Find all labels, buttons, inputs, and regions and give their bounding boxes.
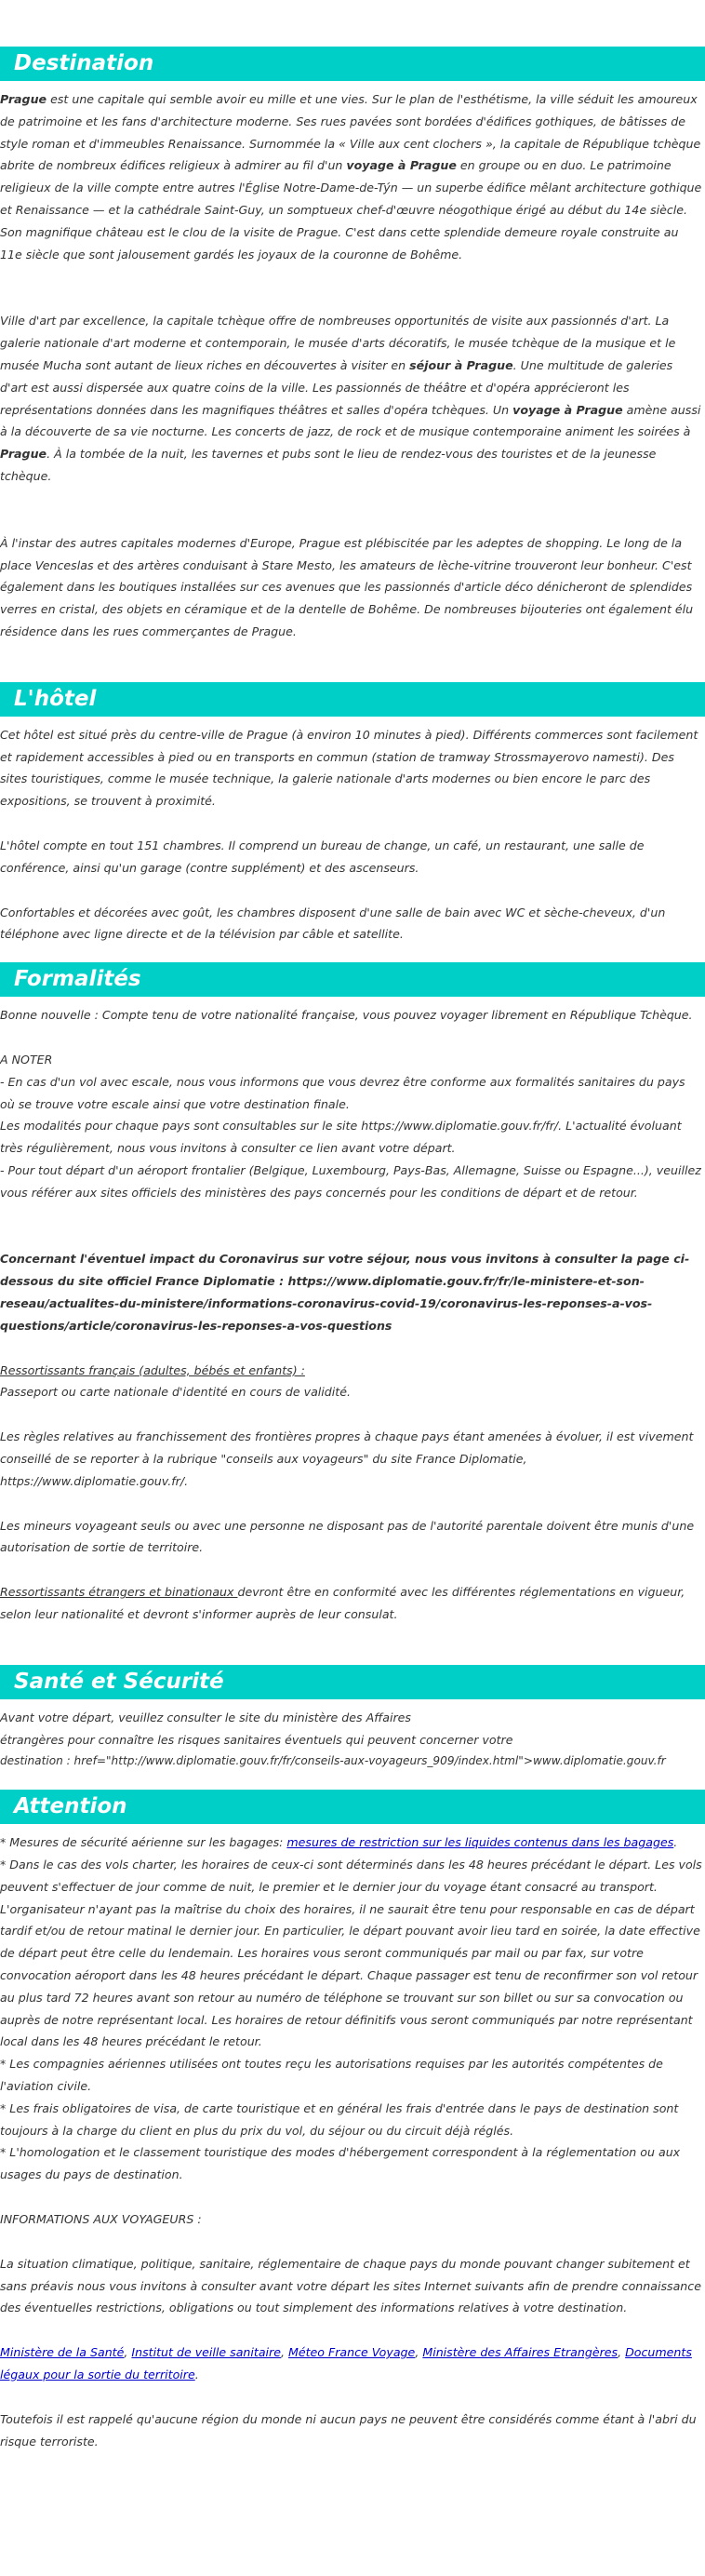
separator: .	[194, 2367, 199, 2381]
section-title-formalites: Formalités	[0, 962, 705, 997]
ressortissants-francais-title	[0, 1360, 703, 1382]
terrorisme-notice: Toutefois il est rappelé qu'aucune région du monde ni aucun pays ne peuvent être considérés comme étant à l'abri du risque terroriste.	[0, 2411, 697, 2449]
link-documents-legaux[interactable]: Documents légaux pour la sortie du territoire	[0, 2345, 692, 2381]
separator: ,	[280, 2345, 288, 2360]
text: .	[673, 1835, 678, 1850]
section-formalites	[0, 962, 705, 1626]
a-noter-item-2: Les modalités pour chaque pays sont consultables sur le site https://www.diplomatie.gouv.fr/fr/. L'actualité évoluant très régulièrement, nous vous invitons à consulter ce lien avant votre départ.	[0, 1119, 682, 1156]
text: * Mesures de sécurité aérienne sur les bagages:	[0, 1835, 287, 1850]
section-destination	[0, 47, 705, 643]
text: . À la tombée de la nuit, les tavernes et pubs sont le lieu de rendez-vous des touristes et de la jeunesse tchèque.	[0, 447, 657, 483]
a-noter-item-3: - Pour tout départ d'un aéroport frontalier (Belgique, Luxembourg, Pays-Bas, Allemagne, Suisse ou Espagne...), veuillez vous référer aux sites officiels des ministères des pays concernés pour les conditions de départ et de retour.	[0, 1162, 701, 1200]
link-ministere-sante[interactable]: Ministère de la Santé	[0, 2345, 125, 2360]
bold-text: voyage à Prague	[346, 158, 457, 173]
sante-line-3: destination : href="http://www.diplomatie.gouv.fr/fr/conseils-aux-voyageurs_909/index.html">www.diplomatie.gouv.fr	[0, 1754, 666, 1768]
text: en groupe ou en duo. Le patrimoine religieux de la ville compte entre autres l'Église Notre-Dame-de-Týn — un superbe édifice mêlant architecture gothique et Renaissance — et la cathédrale Saint-Guy, un somptueux chef-d'œuvre néogothique érigé au début du 14e siècle. Son magnifique château est le clou de la visite de Prague. C'est dans cette splendide demeure royale construite au 11e siècle que sont jalousement gardés les joyaux de la couronne de Bohême.	[0, 158, 702, 262]
coronavirus-notice	[0, 1248, 703, 1336]
bold-text: Prague	[0, 92, 47, 106]
a-noter-title: A NOTER	[0, 1052, 53, 1067]
bold-text: voyage à Prague	[512, 402, 623, 417]
sante-content	[0, 1707, 705, 1773]
hotel-paragraph-3: Confortables et décorées avec goût, les chambres disposent d'une salle de bain avec WC et sèche-cheveux, d'un téléphone avec ligne directe et de la télévision par câble et satellite.	[0, 905, 666, 942]
attention-item-charter: * Dans le cas des vols charter, les horaires de ceux-ci sont déterminés dans les 48 heures précédant le départ. Les vols peuvent s'effectuer de jour comme de nuit, le premier et le dernier jour du voyage étant consacré au transport. L'organisateur n'ayant pas la maîtrise du choix des horaires, il ne saurait être tenu pour responsable en cas de départ tardif et/ou de retour matinal le dernier jour. En particulier, le départ pouvant avoir lieu tard en soirée, la date effective de départ peut être celle du lendemain. Les horaires vous seront communiqués par mail ou par fax, sur votre convocation aéroport dans les 48 heures précédant le départ. Chaque passager est tenu de reconfirmer son vol retour au plus tard 72 heures avant son retour au numéro de téléphone se trouvant sur son billet ou sur sa convocation ou auprès de notre représentant local. Les horaires de retour définitifs vous seront communiqués par notre représentant local dans les 48 heures précédant le retour.	[0, 1858, 702, 2049]
section-attention	[0, 1790, 705, 2452]
informations-voyageurs-title: INFORMATIONS AUX VOYAGEURS :	[0, 2211, 202, 2226]
section-title-attention: Attention	[0, 1790, 705, 1824]
section-sante	[0, 1665, 705, 1773]
bold-text: Prague	[0, 447, 47, 462]
attention-content	[0, 1831, 705, 2452]
formalites-intro: Bonne nouvelle : Compte tenu de votre nationalité française, vous pouvez voyager librement en République Tchèque.	[0, 1008, 693, 1023]
hotel-content	[0, 724, 705, 946]
sante-line-1: Avant votre départ, veuillez consulter le site du ministère des Affaires	[0, 1710, 411, 1724]
section-title-sante: Santé et Sécurité	[0, 1665, 705, 1699]
link-affaires-etrangeres[interactable]: Ministère des Affaires Etrangères	[422, 2345, 619, 2360]
text: amène aussi à la découverte de sa vie nocturne. Les concerts de jazz, de rock et de musique contemporaine animent les soirées à	[0, 402, 701, 439]
text: devront être en conformité avec les différentes réglementations en vigueur, selon leur nationalité et devront s'informer auprès de leur consulat.	[0, 1585, 685, 1622]
underlined-text: Ressortissants français (adultes, bébés et enfants) :	[0, 1362, 305, 1377]
bold-text: Concernant l'éventuel impact du Coronavirus sur votre séjour, nous vous invitons à consulter la page ci-dessous du site officiel France Diplomatie : https://www.diplomatie.gouv.fr/fr/le-ministere-et-son-reseau/actualites-du-ministere/informations-coronavirus-covid-19/coronavirus-les-reponses-a-vos-questions/article/coronavirus-les-reponses-a-vos-questions	[0, 1252, 690, 1333]
attention-item-bagages	[0, 1831, 703, 1854]
separator: ,	[618, 2345, 626, 2360]
destination-paragraph-2	[0, 310, 703, 487]
sante-line-2: étrangères pour connaître les risques sanitaires éventuels qui peuvent concerner votre	[0, 1732, 513, 1747]
official-links	[0, 2341, 703, 2386]
attention-item-frais: * Les frais obligatoires de visa, de carte touristique et en général les frais d'entrée dans le pays de destination sont toujours à la charge du client en plus du prix du vol, du séjour ou du circuit déjà réglés.	[0, 2100, 679, 2138]
attention-item-homologation: * L'homologation et le classement touristique des modes d'hébergement correspondent à la réglementation ou aux usages du pays de destination.	[0, 2145, 681, 2182]
a-noter-item-1: - En cas d'un vol avec escale, nous vous informons que vous devrez être conforme aux formalités sanitaires du pays où se trouve votre escale ainsi que votre destination finale.	[0, 1074, 685, 1111]
underlined-text: Ressortissants étrangers et binationaux	[0, 1585, 238, 1600]
text: est une capitale qui semble avoir eu mille et une vies. Sur le plan de l'esthétisme, la ville séduit les amoureux de patrimoine et les fans d'architecture moderne. Ses rues pavées sont bordées d'édifices gothiques, de bâtisses de style roman et d'immeubles Renaissance. Surnommée la « Ville aux cent clochers », la capitale de République tchèque abrite de nombreux édifices religieux à admirer au fil d'un	[0, 92, 701, 173]
section-title-hotel: L'hôtel	[0, 682, 705, 717]
regles-frontieres: Les règles relatives au franchissement des frontières propres à chaque pays étant amenées à évoluer, il est vivement conseillé de se reporter à la rubrique "conseils aux voyageurs" du site France Diplomatie, https://www.diplomatie.gouv.fr/.	[0, 1429, 694, 1488]
text: Ville d'art par excellence, la capitale tchèque offre de nombreuses opportunités de visite aux passionnés d'art. La galerie nationale d'art moderne et contemporain, le musée d'arts décoratifs, le musée tchèque de la musique et le musée Mucha sont autant de lieux riches en découvertes à visiter en	[0, 314, 676, 372]
destination-paragraph-3: À l'instar des autres capitales modernes d'Europe, Prague est plébiscitée par les adeptes de shopping. Le long de la place Venceslas et des artères conduisant à Stare Mesto, les amateurs de lèche-vitrine trouveront leur bonheur. C'est également dans les boutiques installées sur ces avenues que les passionnés d'article déco dénicheront de splendides verres en cristal, des objets en céramique et de la dentelle de Bohême. De nombreuses bijouteries ont également élu résidence dans les rues commerçantes de Prague.	[0, 535, 694, 638]
separator: ,	[415, 2345, 423, 2360]
text: . Une multitude de galeries d'art est aussi dispersée aux quatre coins de la ville. Les passionnés de théâtre et d'opéra apprécieront les représentations données dans les magnifiques théâtres et salles d'opéra tchèques. Un	[0, 357, 673, 417]
attention-item-compagnies: * Les compagnies aériennes utilisées ont toutes reçu les autorisations requises par les autorités compétentes de l'aviation civile.	[0, 2057, 663, 2093]
section-title-destination: Destination	[0, 47, 705, 81]
mineurs-notice: Les mineurs voyageant seuls ou avec une personne ne disposant pas de l'autorité parentale doivent être munis d'une autorisation de sortie de territoire.	[0, 1518, 695, 1555]
hotel-paragraph-1: Cet hôtel est situé près du centre-ville de Prague (à environ 10 minutes à pied). Différents commerces sont facilement et rapidement accessibles à pied ou en transports en commun (station de tramway Strossmayerovo namesti). Des sites touristiques, comme le musée technique, la galerie nationale d'arts modernes ou bien encore le parc des expositions, se trouvent à proximité.	[0, 727, 698, 809]
formalites-content	[0, 1004, 705, 1626]
destination-paragraph-1	[0, 88, 703, 265]
ressortissants-etrangers	[0, 1581, 703, 1626]
separator: ,	[124, 2345, 132, 2360]
destination-content	[0, 88, 705, 643]
link-veille-sanitaire[interactable]: Institut de veille sanitaire	[131, 2345, 281, 2360]
section-hotel	[0, 682, 705, 946]
bold-text: séjour à Prague	[409, 357, 513, 372]
hotel-paragraph-2: L'hôtel compte en tout 151 chambres. Il comprend un bureau de change, un café, un restaurant, une salle de conférence, ainsi qu'un garage (contre supplément) et des ascenseurs.	[0, 838, 645, 875]
liquides-restriction-link[interactable]: mesures de restriction sur les liquides contenus dans les bagages	[286, 1835, 674, 1850]
link-meteo-france[interactable]: Méteo France Voyage	[288, 2345, 416, 2360]
informations-voyageurs-text: La situation climatique, politique, sanitaire, réglementaire de chaque pays du monde pouvant changer subitement et sans préavis nous vous invitons à consulter avant votre départ les sites Internet suivants afin de prendre connaissance des éventuelles restrictions, obligations ou tout simplement des informations relatives à votre destination.	[0, 2256, 701, 2315]
ressortissants-francais-text: Passeport ou carte nationale d'identité en cours de validité.	[0, 1385, 351, 1400]
